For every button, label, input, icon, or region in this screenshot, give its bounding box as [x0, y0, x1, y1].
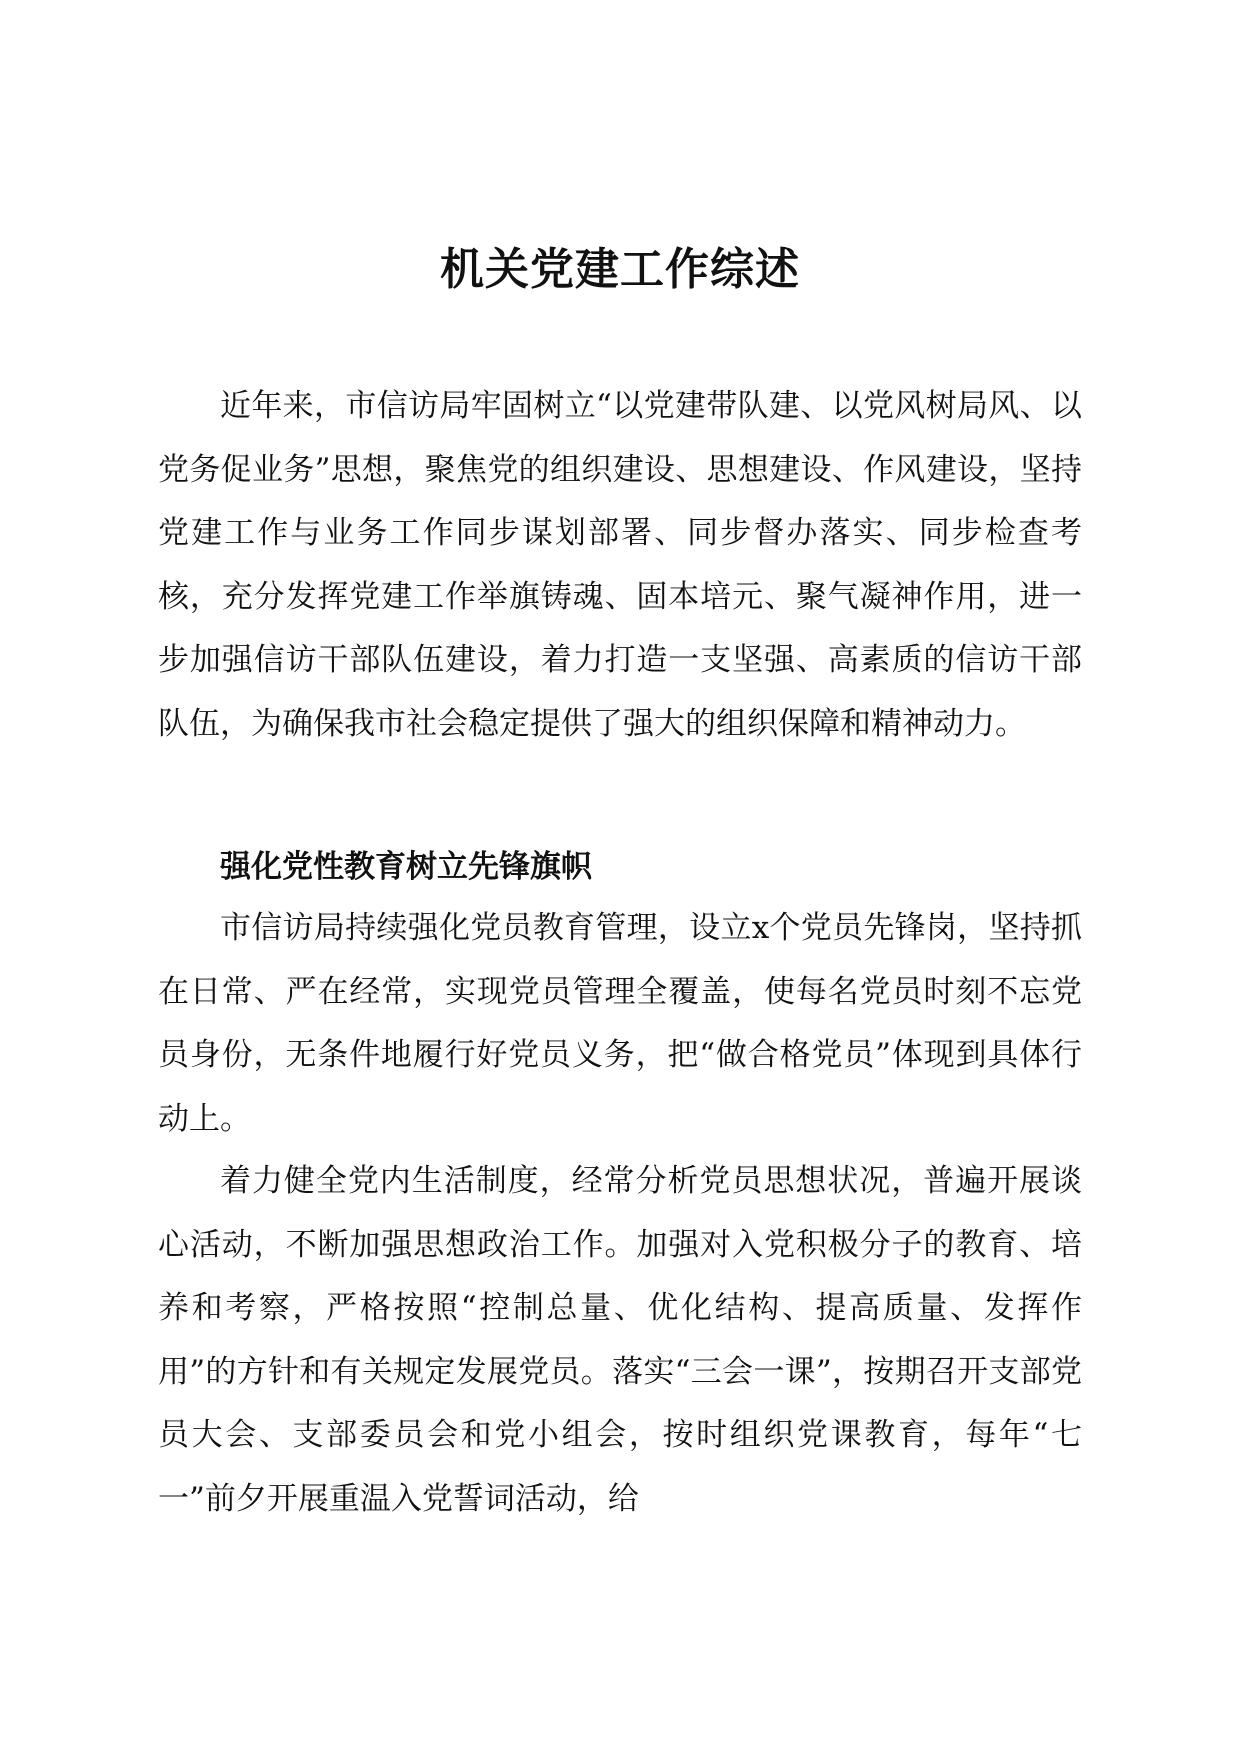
- section-heading: 强化党性教育树立先锋旗帜: [220, 849, 592, 885]
- section-paragraph-2: 着力健全党内生活制度，经常分析党员思想状况，普遍开展谈心活动，不断加强思想政治工作。加强对入党积极分子的教育、培养和考察，严格按照“控制总量、优化结构、提高质量、发挥作用”的方针和有关规定发展党员。落实“三会一课”，按期召开支部党员大会、支部委员会和党小组会，按时组织党课教育，每年“七一”前夕开展重温入党誓词活动，给: [158, 1163, 1082, 1517]
- intro-paragraph: 近年来，市信访局牢固树立“以党建带队建、以党风树局风、以党务促业务”思想，聚焦党的组织建设、思想建设、作风建设，坚持党建工作与业务工作同步谋划部署、同步督办落实、同步检查考核，充分发挥党建工作举旗铸魂、固本培元、聚气凝神作用，进一步加强信访干部队伍建设，着力打造一支坚强、高素质的信访干部队伍，为确保我市社会稳定提供了强大的组织保障和精神动力。: [158, 388, 1082, 742]
- document-title: 机关党建工作综述: [440, 244, 800, 295]
- section-paragraph-1: 市信访局持续强化党员教育管理，设立x个党员先锋岗，坚持抓在日常、严在经常，实现党员管理全覆盖，使每名党员时刻不忘党员身份，无条件地履行好党员义务，把“做合格党员”体现到具体行动上。: [158, 910, 1082, 1137]
